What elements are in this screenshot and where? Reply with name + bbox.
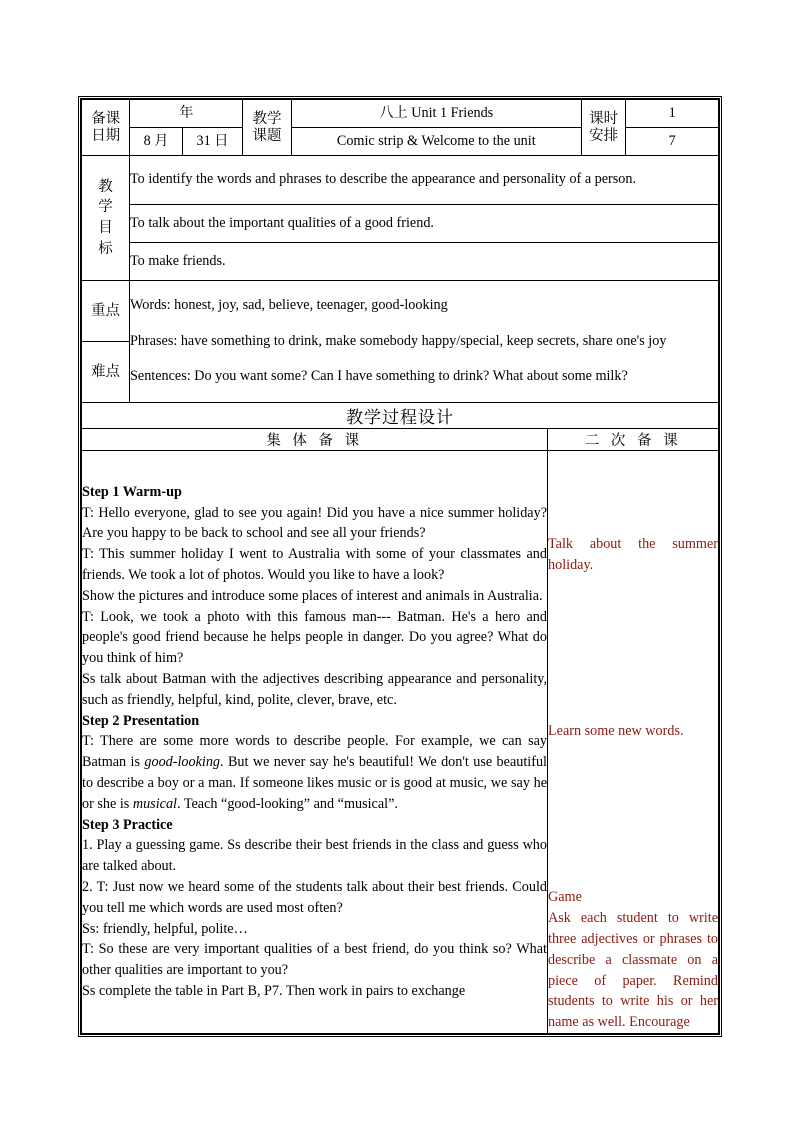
objectives-label [82, 156, 130, 281]
step2-text-part-3: . Teach “good-looking” and “musical”. [176, 795, 398, 812]
secondary-prep-header: 二 次 备 课 [548, 428, 719, 450]
key-points-content[interactable] [130, 281, 719, 403]
step3-paragraph-1: 1. Play a guessing game. Ss describe their best friends in the class and guess who are talked about. [82, 837, 547, 875]
key-points-section [81, 280, 719, 403]
annotation-note-1: Talk about the summer holiday. [548, 535, 718, 573]
objectives-section [81, 155, 719, 281]
topic-label-line1: 教学 [252, 111, 282, 128]
objectives-label-char-3: 目 [98, 220, 113, 236]
step2-italic-good-looking: good-looking [144, 754, 221, 771]
lesson-procedure-column[interactable] [82, 450, 548, 1033]
step1-paragraph-4: T: Look, we took a photo with this famous man--- Batman. He's a hero and people's good friend because he helps people in danger. Do you agree? What do you think of him? [82, 608, 547, 667]
step2-italic-musical: musical [132, 795, 177, 812]
step2-text-part-2: . But we never say he's beautiful! We don't use beautiful to describe a boy or a man. If someone likes music or is good at music, we say he or she is [82, 754, 547, 812]
focus-points-label: 重点 [82, 281, 130, 342]
objective-item-3[interactable]: To make friends. [130, 243, 719, 281]
objective-item-2[interactable]: To talk about the important qualities of a good friend. [130, 205, 719, 243]
step2-paragraph-1 [82, 731, 547, 814]
period-value-2[interactable]: 7 [626, 128, 719, 156]
prep-date-label-line1: 备课 [91, 111, 121, 128]
objectives-label-char-1: 教 [98, 178, 113, 195]
lesson-plan-table [78, 96, 722, 1037]
annotation-column[interactable] [548, 450, 719, 1033]
step1-paragraph-3: Show the pictures and introduce some places of interest and animals in Australia. [82, 587, 543, 604]
collective-prep-header: 集 体 备 课 [82, 428, 548, 450]
objectives-label-char-4: 标 [98, 240, 113, 257]
objectives-label-char-2: 学 [98, 199, 113, 216]
period-value-1[interactable]: 1 [626, 100, 719, 128]
step1-paragraph-1: T: Hello everyone, glad to see you again! Did you have a nice summer holiday? Are you happy to be back to school and see all your friends? [82, 504, 547, 542]
difficult-points-label: 难点 [82, 341, 130, 402]
process-design-title: 教学过程设计 [82, 402, 719, 428]
step3-paragraph-5: Ss complete the table in Part B, P7. Then work in pairs to exchange [82, 982, 466, 999]
header-section [81, 99, 719, 156]
step1-title: Step 1 Warm-up [82, 483, 182, 500]
period-arrangement-label [581, 100, 625, 156]
step3-paragraph-2: 2. T: Just now we heard some of the students talk about their best friends. Could you tell me which words are used most often? [82, 878, 547, 916]
step2-title: Step 2 Presentation [82, 712, 200, 729]
process-section [81, 402, 719, 1034]
step1-paragraph-2: T: This summer holiday I went to Australia with some of your classmates and friends. We took a lot of photos. Would you like to have a look? [82, 546, 547, 584]
period-label-line2: 安排 [589, 127, 619, 144]
prep-date-label [82, 100, 130, 156]
topic-title-line2[interactable]: Comic strip & Welcome to the unit [291, 128, 581, 156]
objective-item-1[interactable]: To identify the words and phrases to describe the appearance and personality of a person. [130, 156, 719, 205]
day-cell[interactable]: 31 日 [182, 128, 242, 156]
step3-title: Step 3 Practice [82, 816, 173, 833]
step3-paragraph-3: Ss: friendly, helpful, polite… [82, 920, 248, 937]
step3-paragraph-4: T: So these are very important qualities of a best friend, do you think so? What other qualities are important to you? [82, 941, 547, 979]
month-cell[interactable]: 8 月 [130, 128, 182, 156]
step1-paragraph-5: Ss talk about Batman with the adjectives describing appearance and personality, such as friendly, helpful, kind, polite, clever, brave, etc. [82, 671, 547, 708]
year-cell[interactable]: 年 [130, 100, 243, 128]
topic-label-line2: 课题 [252, 127, 282, 144]
annotation-note-2: Learn some new words. [548, 723, 684, 739]
annotation-note-3-body: Ask each student to write three adjectives or phrases to describe a classmate on a piece of paper. Remind students to write his or her name as well. Encourage [548, 910, 718, 1031]
topic-label [243, 100, 291, 156]
period-label-line1: 课时 [589, 111, 619, 128]
step2-text-part-1: T: There are some more words to describe people. For example, we can say Batman is [82, 733, 547, 771]
annotation-note-3-title: Game [548, 889, 582, 906]
topic-title-line1[interactable]: 八上 Unit 1 Friends [291, 100, 581, 128]
key-points-line-2: Phrases: have something to drink, make somebody happy/special, keep secrets, share one's joy [130, 332, 667, 349]
prep-date-label-line2: 日期 [91, 127, 121, 144]
key-points-line-1: Words: honest, joy, sad, believe, teenager, good-looking [130, 297, 448, 314]
key-points-line-3: Sentences: Do you want some? Can I have something to drink? What about some milk? [130, 368, 628, 385]
